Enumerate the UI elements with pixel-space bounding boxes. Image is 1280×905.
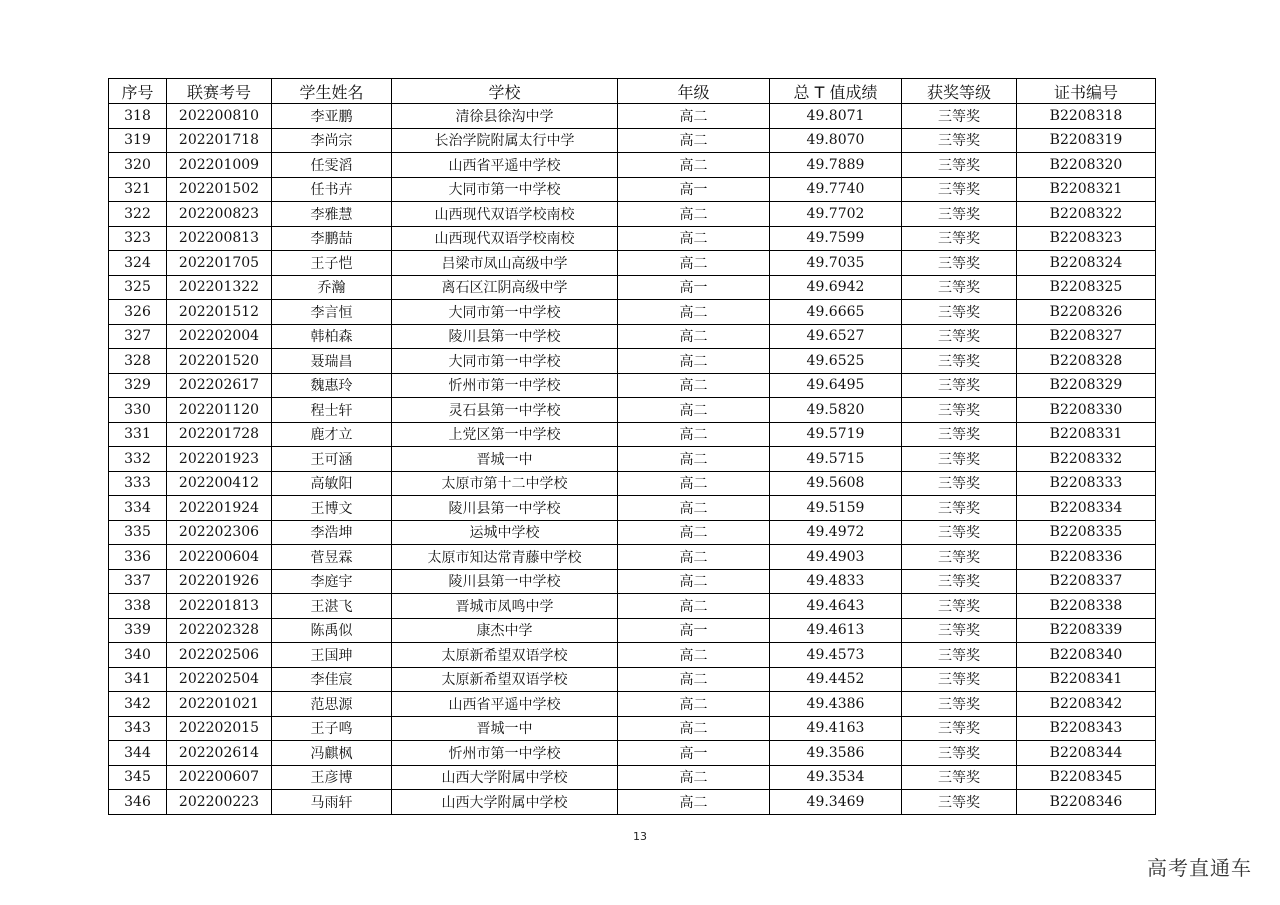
cell-exam-number: 202200412 <box>167 471 272 496</box>
cell-exam-number: 202200810 <box>167 104 272 129</box>
cell-total-score: 49.6525 <box>770 349 902 374</box>
cell-total-score: 49.8070 <box>770 128 902 153</box>
cell-serial: 318 <box>109 104 167 129</box>
cell-exam-number: 202200223 <box>167 790 272 815</box>
cell-grade: 高二 <box>618 520 770 545</box>
watermark: 高考直通车 <box>1147 856 1252 880</box>
cell-school: 晋城一中 <box>392 447 618 472</box>
cell-award-level: 三等奖 <box>902 275 1017 300</box>
cell-certificate-number: B2208318 <box>1017 104 1156 129</box>
table-row <box>109 422 1156 447</box>
cell-grade: 高一 <box>618 177 770 202</box>
cell-award-level: 三等奖 <box>902 569 1017 594</box>
cell-exam-number: 202200823 <box>167 202 272 227</box>
cell-grade: 高二 <box>618 471 770 496</box>
cell-total-score: 49.4643 <box>770 594 902 619</box>
cell-serial: 344 <box>109 741 167 766</box>
table-row <box>109 716 1156 741</box>
cell-student-name: 菅昱霖 <box>272 545 392 570</box>
cell-student-name: 聂瑞昌 <box>272 349 392 374</box>
cell-certificate-number: B2208321 <box>1017 177 1156 202</box>
cell-award-level: 三等奖 <box>902 667 1017 692</box>
cell-student-name: 李佳宸 <box>272 667 392 692</box>
cell-serial: 342 <box>109 692 167 717</box>
table-row <box>109 104 1156 129</box>
cell-award-level: 三等奖 <box>902 104 1017 129</box>
cell-school: 大同市第一中学校 <box>392 349 618 374</box>
cell-grade: 高二 <box>618 716 770 741</box>
cell-serial: 324 <box>109 251 167 276</box>
cell-award-level: 三等奖 <box>902 373 1017 398</box>
page-number: 13 <box>633 830 647 843</box>
cell-exam-number: 202201924 <box>167 496 272 521</box>
cell-award-level: 三等奖 <box>902 618 1017 643</box>
cell-serial: 319 <box>109 128 167 153</box>
cell-student-name: 马雨轩 <box>272 790 392 815</box>
cell-serial: 333 <box>109 471 167 496</box>
cell-grade: 高二 <box>618 667 770 692</box>
cell-serial: 337 <box>109 569 167 594</box>
cell-student-name: 陈禹似 <box>272 618 392 643</box>
table-row <box>109 520 1156 545</box>
cell-school: 康杰中学 <box>392 618 618 643</box>
cell-total-score: 49.7740 <box>770 177 902 202</box>
cell-serial: 322 <box>109 202 167 227</box>
table-row <box>109 569 1156 594</box>
cell-school: 长治学院附属太行中学 <box>392 128 618 153</box>
table-row <box>109 618 1156 643</box>
table-row <box>109 251 1156 276</box>
table-row <box>109 643 1156 668</box>
cell-award-level: 三等奖 <box>902 300 1017 325</box>
cell-certificate-number: B2208330 <box>1017 398 1156 423</box>
table-row <box>109 594 1156 619</box>
cell-student-name: 王子恺 <box>272 251 392 276</box>
cell-award-level: 三等奖 <box>902 643 1017 668</box>
cell-total-score: 49.6527 <box>770 324 902 349</box>
cell-serial: 328 <box>109 349 167 374</box>
cell-grade: 高二 <box>618 202 770 227</box>
cell-student-name: 李庭宇 <box>272 569 392 594</box>
cell-school: 山西现代双语学校南校 <box>392 226 618 251</box>
table-row <box>109 349 1156 374</box>
cell-exam-number: 202201009 <box>167 153 272 178</box>
cell-award-level: 三等奖 <box>902 128 1017 153</box>
cell-award-level: 三等奖 <box>902 520 1017 545</box>
table-row <box>109 545 1156 570</box>
table-row <box>109 300 1156 325</box>
cell-grade: 高二 <box>618 545 770 570</box>
cell-school: 陵川县第一中学校 <box>392 569 618 594</box>
cell-total-score: 49.4833 <box>770 569 902 594</box>
cell-serial: 343 <box>109 716 167 741</box>
cell-serial: 320 <box>109 153 167 178</box>
cell-certificate-number: B2208327 <box>1017 324 1156 349</box>
cell-exam-number: 202201021 <box>167 692 272 717</box>
table-row <box>109 128 1156 153</box>
cell-exam-number: 202201705 <box>167 251 272 276</box>
table-row <box>109 765 1156 790</box>
cell-exam-number: 202201502 <box>167 177 272 202</box>
cell-certificate-number: B2208336 <box>1017 545 1156 570</box>
cell-certificate-number: B2208340 <box>1017 643 1156 668</box>
cell-student-name: 李浩坤 <box>272 520 392 545</box>
cell-student-name: 任书卉 <box>272 177 392 202</box>
cell-award-level: 三等奖 <box>902 324 1017 349</box>
cell-certificate-number: B2208344 <box>1017 741 1156 766</box>
cell-exam-number: 202201718 <box>167 128 272 153</box>
cell-exam-number: 202202504 <box>167 667 272 692</box>
cell-grade: 高一 <box>618 741 770 766</box>
cell-total-score: 49.5715 <box>770 447 902 472</box>
cell-school: 山西现代双语学校南校 <box>392 202 618 227</box>
cell-serial: 332 <box>109 447 167 472</box>
cell-exam-number: 202202506 <box>167 643 272 668</box>
cell-certificate-number: B2208338 <box>1017 594 1156 619</box>
cell-student-name: 李鹏喆 <box>272 226 392 251</box>
cell-grade: 高二 <box>618 128 770 153</box>
cell-student-name: 王博文 <box>272 496 392 521</box>
cell-certificate-number: B2208334 <box>1017 496 1156 521</box>
cell-certificate-number: B2208320 <box>1017 153 1156 178</box>
cell-total-score: 49.4903 <box>770 545 902 570</box>
table-row <box>109 471 1156 496</box>
cell-grade: 高二 <box>618 300 770 325</box>
results-table <box>108 78 1156 815</box>
cell-award-level: 三等奖 <box>902 471 1017 496</box>
header-serial: 序号 <box>109 79 167 104</box>
cell-school: 晋城市凤鸣中学 <box>392 594 618 619</box>
cell-school: 忻州市第一中学校 <box>392 741 618 766</box>
cell-serial: 326 <box>109 300 167 325</box>
cell-grade: 高二 <box>618 496 770 521</box>
cell-certificate-number: B2208319 <box>1017 128 1156 153</box>
cell-exam-number: 202201120 <box>167 398 272 423</box>
cell-student-name: 程士轩 <box>272 398 392 423</box>
cell-school: 清徐县徐沟中学 <box>392 104 618 129</box>
cell-serial: 338 <box>109 594 167 619</box>
table-row <box>109 741 1156 766</box>
cell-total-score: 49.3586 <box>770 741 902 766</box>
cell-student-name: 李亚鹏 <box>272 104 392 129</box>
header-award-level: 获奖等级 <box>902 79 1017 104</box>
cell-serial: 346 <box>109 790 167 815</box>
cell-grade: 高二 <box>618 447 770 472</box>
table-row <box>109 790 1156 815</box>
cell-school: 大同市第一中学校 <box>392 177 618 202</box>
cell-serial: 325 <box>109 275 167 300</box>
cell-total-score: 49.8071 <box>770 104 902 129</box>
cell-certificate-number: B2208345 <box>1017 765 1156 790</box>
table-row <box>109 153 1156 178</box>
cell-total-score: 49.7889 <box>770 153 902 178</box>
header-student-name: 学生姓名 <box>272 79 392 104</box>
header-school: 学校 <box>392 79 618 104</box>
table-row <box>109 275 1156 300</box>
table-row <box>109 692 1156 717</box>
cell-total-score: 49.3534 <box>770 765 902 790</box>
cell-grade: 高二 <box>618 422 770 447</box>
cell-exam-number: 202202617 <box>167 373 272 398</box>
cell-certificate-number: B2208341 <box>1017 667 1156 692</box>
cell-school: 大同市第一中学校 <box>392 300 618 325</box>
cell-grade: 高二 <box>618 373 770 398</box>
table-row <box>109 226 1156 251</box>
cell-grade: 高二 <box>618 643 770 668</box>
cell-student-name: 王彦博 <box>272 765 392 790</box>
cell-award-level: 三等奖 <box>902 177 1017 202</box>
cell-award-level: 三等奖 <box>902 692 1017 717</box>
cell-serial: 340 <box>109 643 167 668</box>
cell-serial: 331 <box>109 422 167 447</box>
cell-school: 忻州市第一中学校 <box>392 373 618 398</box>
cell-total-score: 49.4972 <box>770 520 902 545</box>
cell-school: 山西大学附属中学校 <box>392 790 618 815</box>
cell-serial: 330 <box>109 398 167 423</box>
cell-total-score: 49.5719 <box>770 422 902 447</box>
cell-grade: 高一 <box>618 275 770 300</box>
cell-certificate-number: B2208325 <box>1017 275 1156 300</box>
cell-school: 晋城一中 <box>392 716 618 741</box>
cell-total-score: 49.6495 <box>770 373 902 398</box>
cell-award-level: 三等奖 <box>902 716 1017 741</box>
cell-total-score: 49.7702 <box>770 202 902 227</box>
cell-award-level: 三等奖 <box>902 226 1017 251</box>
cell-total-score: 49.6665 <box>770 300 902 325</box>
cell-school: 太原市第十二中学校 <box>392 471 618 496</box>
header-exam-number: 联赛考号 <box>167 79 272 104</box>
cell-certificate-number: B2208332 <box>1017 447 1156 472</box>
cell-grade: 高二 <box>618 153 770 178</box>
cell-total-score: 49.7035 <box>770 251 902 276</box>
cell-school: 运城中学校 <box>392 520 618 545</box>
cell-grade: 高二 <box>618 398 770 423</box>
cell-award-level: 三等奖 <box>902 765 1017 790</box>
cell-award-level: 三等奖 <box>902 545 1017 570</box>
cell-exam-number: 202201926 <box>167 569 272 594</box>
cell-exam-number: 202201512 <box>167 300 272 325</box>
cell-exam-number: 202200813 <box>167 226 272 251</box>
cell-total-score: 49.3469 <box>770 790 902 815</box>
cell-certificate-number: B2208333 <box>1017 471 1156 496</box>
cell-exam-number: 202200604 <box>167 545 272 570</box>
table-row <box>109 202 1156 227</box>
cell-certificate-number: B2208323 <box>1017 226 1156 251</box>
table-row <box>109 496 1156 521</box>
table-header-row <box>109 79 1156 104</box>
cell-certificate-number: B2208322 <box>1017 202 1156 227</box>
cell-exam-number: 202202306 <box>167 520 272 545</box>
cell-certificate-number: B2208346 <box>1017 790 1156 815</box>
cell-total-score: 49.7599 <box>770 226 902 251</box>
cell-student-name: 王子鸣 <box>272 716 392 741</box>
table-row <box>109 373 1156 398</box>
table-row <box>109 447 1156 472</box>
cell-student-name: 李言恒 <box>272 300 392 325</box>
cell-exam-number: 202201923 <box>167 447 272 472</box>
cell-student-name: 高敏阳 <box>272 471 392 496</box>
header-total-score: 总 T 值成绩 <box>770 79 902 104</box>
cell-award-level: 三等奖 <box>902 202 1017 227</box>
cell-exam-number: 202201520 <box>167 349 272 374</box>
cell-total-score: 49.4163 <box>770 716 902 741</box>
cell-serial: 335 <box>109 520 167 545</box>
cell-total-score: 49.5820 <box>770 398 902 423</box>
cell-certificate-number: B2208329 <box>1017 373 1156 398</box>
cell-school: 太原市知达常青藤中学校 <box>392 545 618 570</box>
cell-award-level: 三等奖 <box>902 594 1017 619</box>
cell-total-score: 49.4386 <box>770 692 902 717</box>
cell-grade: 高二 <box>618 765 770 790</box>
cell-school: 灵石县第一中学校 <box>392 398 618 423</box>
cell-student-name: 冯麒枫 <box>272 741 392 766</box>
cell-grade: 高二 <box>618 324 770 349</box>
cell-total-score: 49.5608 <box>770 471 902 496</box>
table-body <box>109 104 1156 815</box>
cell-student-name: 鹿才立 <box>272 422 392 447</box>
cell-award-level: 三等奖 <box>902 447 1017 472</box>
cell-school: 山西省平遥中学校 <box>392 153 618 178</box>
cell-student-name: 乔瀚 <box>272 275 392 300</box>
cell-student-name: 韩柏森 <box>272 324 392 349</box>
cell-serial: 334 <box>109 496 167 521</box>
cell-award-level: 三等奖 <box>902 251 1017 276</box>
cell-school: 太原新希望双语学校 <box>392 667 618 692</box>
cell-grade: 高二 <box>618 251 770 276</box>
cell-school: 吕梁市凤山高级中学 <box>392 251 618 276</box>
cell-student-name: 王可涵 <box>272 447 392 472</box>
cell-award-level: 三等奖 <box>902 422 1017 447</box>
cell-exam-number: 202201728 <box>167 422 272 447</box>
cell-certificate-number: B2208324 <box>1017 251 1156 276</box>
cell-grade: 高一 <box>618 618 770 643</box>
header-grade: 年级 <box>618 79 770 104</box>
cell-exam-number: 202201322 <box>167 275 272 300</box>
cell-exam-number: 202202328 <box>167 618 272 643</box>
cell-total-score: 49.5159 <box>770 496 902 521</box>
cell-serial: 341 <box>109 667 167 692</box>
cell-certificate-number: B2208343 <box>1017 716 1156 741</box>
cell-serial: 327 <box>109 324 167 349</box>
cell-grade: 高二 <box>618 594 770 619</box>
cell-certificate-number: B2208326 <box>1017 300 1156 325</box>
cell-total-score: 49.4573 <box>770 643 902 668</box>
cell-grade: 高二 <box>618 790 770 815</box>
cell-certificate-number: B2208342 <box>1017 692 1156 717</box>
cell-award-level: 三等奖 <box>902 790 1017 815</box>
cell-award-level: 三等奖 <box>902 349 1017 374</box>
cell-grade: 高二 <box>618 349 770 374</box>
cell-student-name: 王湛飞 <box>272 594 392 619</box>
cell-school: 山西省平遥中学校 <box>392 692 618 717</box>
cell-school: 离石区江阴高级中学 <box>392 275 618 300</box>
cell-total-score: 49.6942 <box>770 275 902 300</box>
cell-certificate-number: B2208339 <box>1017 618 1156 643</box>
cell-certificate-number: B2208337 <box>1017 569 1156 594</box>
cell-award-level: 三等奖 <box>902 153 1017 178</box>
cell-grade: 高二 <box>618 104 770 129</box>
cell-student-name: 魏惠玲 <box>272 373 392 398</box>
cell-serial: 336 <box>109 545 167 570</box>
cell-exam-number: 202202015 <box>167 716 272 741</box>
cell-student-name: 王国珅 <box>272 643 392 668</box>
cell-serial: 345 <box>109 765 167 790</box>
cell-exam-number: 202202004 <box>167 324 272 349</box>
cell-school: 陵川县第一中学校 <box>392 324 618 349</box>
cell-exam-number: 202201813 <box>167 594 272 619</box>
cell-school: 陵川县第一中学校 <box>392 496 618 521</box>
table-row <box>109 398 1156 423</box>
cell-award-level: 三等奖 <box>902 398 1017 423</box>
cell-award-level: 三等奖 <box>902 741 1017 766</box>
cell-certificate-number: B2208328 <box>1017 349 1156 374</box>
cell-school: 山西大学附属中学校 <box>392 765 618 790</box>
cell-school: 上党区第一中学校 <box>392 422 618 447</box>
cell-grade: 高二 <box>618 226 770 251</box>
cell-student-name: 李尚宗 <box>272 128 392 153</box>
cell-student-name: 范思源 <box>272 692 392 717</box>
cell-student-name: 任雯滔 <box>272 153 392 178</box>
cell-exam-number: 202200607 <box>167 765 272 790</box>
cell-total-score: 49.4452 <box>770 667 902 692</box>
cell-school: 太原新希望双语学校 <box>392 643 618 668</box>
cell-serial: 323 <box>109 226 167 251</box>
cell-serial: 339 <box>109 618 167 643</box>
cell-certificate-number: B2208331 <box>1017 422 1156 447</box>
cell-grade: 高二 <box>618 569 770 594</box>
header-certificate-number: 证书编号 <box>1017 79 1156 104</box>
cell-award-level: 三等奖 <box>902 496 1017 521</box>
cell-grade: 高二 <box>618 692 770 717</box>
table-row <box>109 177 1156 202</box>
cell-serial: 321 <box>109 177 167 202</box>
cell-total-score: 49.4613 <box>770 618 902 643</box>
cell-certificate-number: B2208335 <box>1017 520 1156 545</box>
cell-student-name: 李雅慧 <box>272 202 392 227</box>
cell-exam-number: 202202614 <box>167 741 272 766</box>
table-row <box>109 324 1156 349</box>
table-row <box>109 667 1156 692</box>
cell-serial: 329 <box>109 373 167 398</box>
